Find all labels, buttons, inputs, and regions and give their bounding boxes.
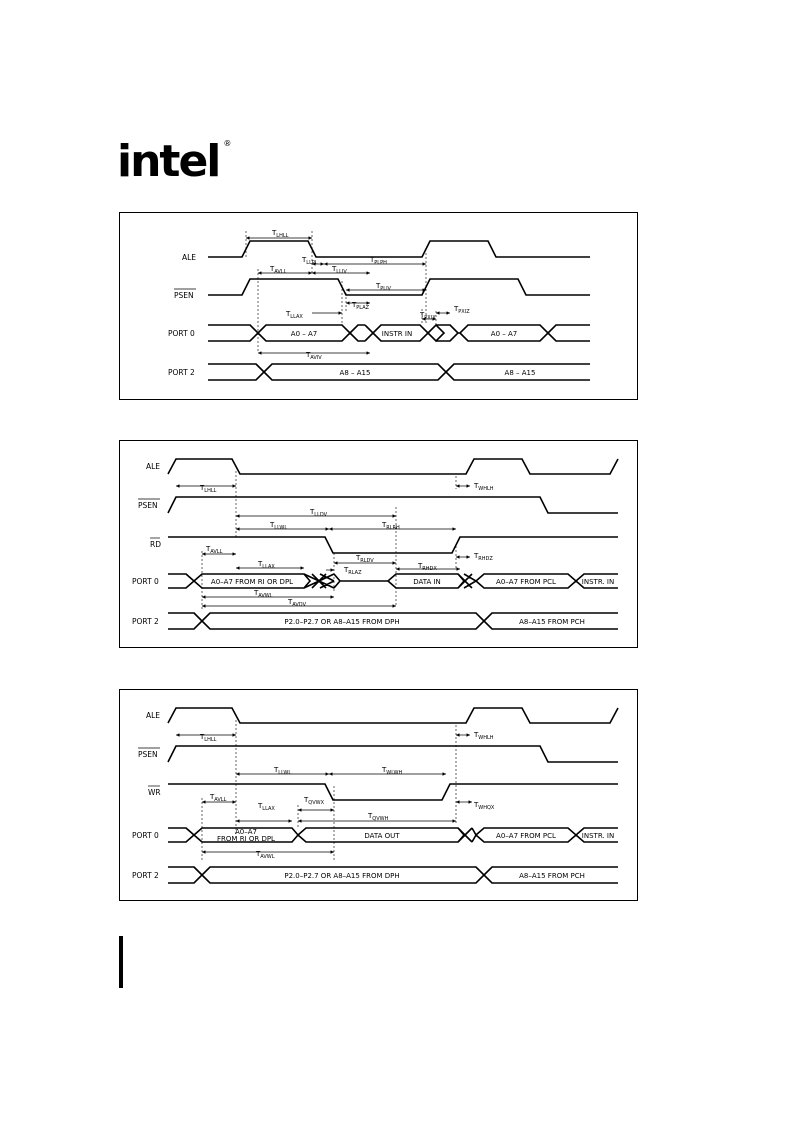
- psen-waveform: [168, 497, 618, 513]
- wr-label: WR: [148, 788, 161, 797]
- data-memory-read-cycle-diagram: [119, 440, 638, 648]
- port2-label: PORT 2: [132, 617, 159, 626]
- data-memory-write-cycle-diagram: [119, 689, 638, 901]
- t-avll-label: $T_{AVLL}$: [270, 265, 287, 275]
- port2-pch-label: A8–A15 FROM PCH: [519, 618, 585, 626]
- rd-waveform: [168, 537, 618, 553]
- ale-label: ALE: [146, 711, 161, 720]
- program-memory-read-cycle-diagram: [119, 212, 638, 400]
- t-rhdx-label: $T_{RHDX}$: [418, 562, 437, 572]
- port0-label: PORT 0: [132, 831, 159, 840]
- change-bar: [119, 936, 123, 988]
- t-rhdz-label: $T_{RHDZ}$: [474, 552, 493, 562]
- t-lliv-label: $T_{LLIV}$: [332, 265, 347, 275]
- port0-pcl-label: A0–A7 FROM PCL: [496, 578, 556, 586]
- port0-instr-label: INSTR IN: [381, 330, 413, 338]
- port0-label: PORT 0: [132, 577, 159, 586]
- port0-instr-label: INSTR. IN: [581, 578, 615, 586]
- t-rlrh-label: $T_{RLRH}$: [382, 521, 400, 531]
- ale-label: ALE: [182, 253, 197, 262]
- t-whlh-label: $T_{WHLH}$: [474, 482, 494, 492]
- t-plaz-label: $T_{PLAZ}$: [352, 301, 370, 311]
- port2-dph-label: P2.0–P2.7 OR A8–A15 FROM DPH: [284, 872, 400, 880]
- wr-waveform: [168, 784, 618, 800]
- t-avwl-label: $T_{AVWL}$: [256, 850, 275, 860]
- t-avll-label: $T_{AVLL}$: [210, 793, 227, 803]
- t-plph-label: $T_{PLPH}$: [370, 256, 387, 266]
- port0-instr-label: INSTR. IN: [581, 832, 615, 840]
- t-lldv-label: $T_{LLDV}$: [310, 508, 328, 518]
- t-lhll-label: $T_{LHLL}$: [200, 733, 217, 743]
- rd-label: RD: [150, 540, 161, 549]
- port2-address2-label: A8 – A15: [504, 369, 536, 377]
- t-lhll-label: $T_{LHLL}$: [272, 229, 289, 239]
- t-qvwh-label: $T_{QVWH}$: [368, 812, 389, 822]
- t-pxiz-label: $T_{PXIZ}$: [454, 305, 470, 315]
- t-qvwx-label: $T_{QVWX}$: [304, 796, 325, 806]
- port0-address-label: A0–A7: [235, 828, 257, 836]
- t-rlaz-label: $T_{RLAZ}$: [344, 566, 362, 576]
- psen-waveform: [168, 746, 618, 762]
- psen-label: PSEN: [174, 291, 194, 300]
- t-llwl-label: $T_{LLWL}$: [270, 521, 288, 531]
- port2-label: PORT 2: [132, 871, 159, 880]
- port0-address2-label: A0 – A7: [490, 330, 518, 338]
- port0-data-out-label: DATA OUT: [364, 832, 400, 840]
- port2-pch-label: A8–A15 FROM PCH: [519, 872, 585, 880]
- t-whqx-label: $T_{WHQX}$: [474, 801, 495, 811]
- port2-address-label: A8 – A15: [339, 369, 371, 377]
- ale-label: ALE: [146, 462, 161, 471]
- t-avwl-label: $T_{AVWL}$: [254, 589, 273, 599]
- t-aviv-label: $T_{AVIV}$: [306, 351, 322, 361]
- port0-address-label: A0–A7 FROM RI OR DPL: [210, 578, 294, 586]
- port2-dph-label: P2.0–P2.7 OR A8–A15 FROM DPH: [284, 618, 400, 626]
- t-wlwh-label: $T_{WLWH}$: [382, 766, 403, 776]
- port2-label: PORT 2: [168, 368, 195, 377]
- t-rldv-label: $T_{RLDV}$: [356, 554, 374, 564]
- port0-address-source-label: FROM RI OR DPL: [217, 835, 275, 843]
- t-llax-label: $T_{LLAX}$: [286, 310, 303, 320]
- ale-waveform: [168, 459, 618, 474]
- t-llwl-label: $T_{LLWL}$: [274, 766, 292, 776]
- psen-label: PSEN: [138, 501, 158, 510]
- t-pxix-label: $T_{PXIX}$: [420, 311, 436, 321]
- t-lhll-label: $T_{LHLL}$: [200, 484, 217, 494]
- t-avll-label: $T_{AVLL}$: [206, 545, 223, 555]
- t-pliv-label: $T_{PLIV}$: [376, 282, 391, 292]
- t-llpl-label: $T_{LLPL}$: [302, 256, 318, 266]
- psen-waveform: [208, 279, 590, 295]
- port0-data-label: DATA IN: [413, 578, 441, 586]
- t-whlh-label: $T_{WHLH}$: [474, 731, 494, 741]
- t-avdv-label: $T_{AVDV}$: [288, 598, 306, 608]
- ale-waveform: [168, 708, 618, 723]
- port0-pcl-label: A0–A7 FROM PCL: [496, 832, 556, 840]
- t-llax-label: $T_{LLAX}$: [258, 560, 275, 570]
- t-llax-label: $T_{LLAX}$: [258, 802, 275, 812]
- intel-logo: intel ®: [117, 136, 232, 187]
- port0-label: PORT 0: [168, 329, 195, 338]
- port0-address-label: A0 – A7: [290, 330, 318, 338]
- psen-label: PSEN: [138, 750, 158, 759]
- ale-waveform: [208, 241, 590, 257]
